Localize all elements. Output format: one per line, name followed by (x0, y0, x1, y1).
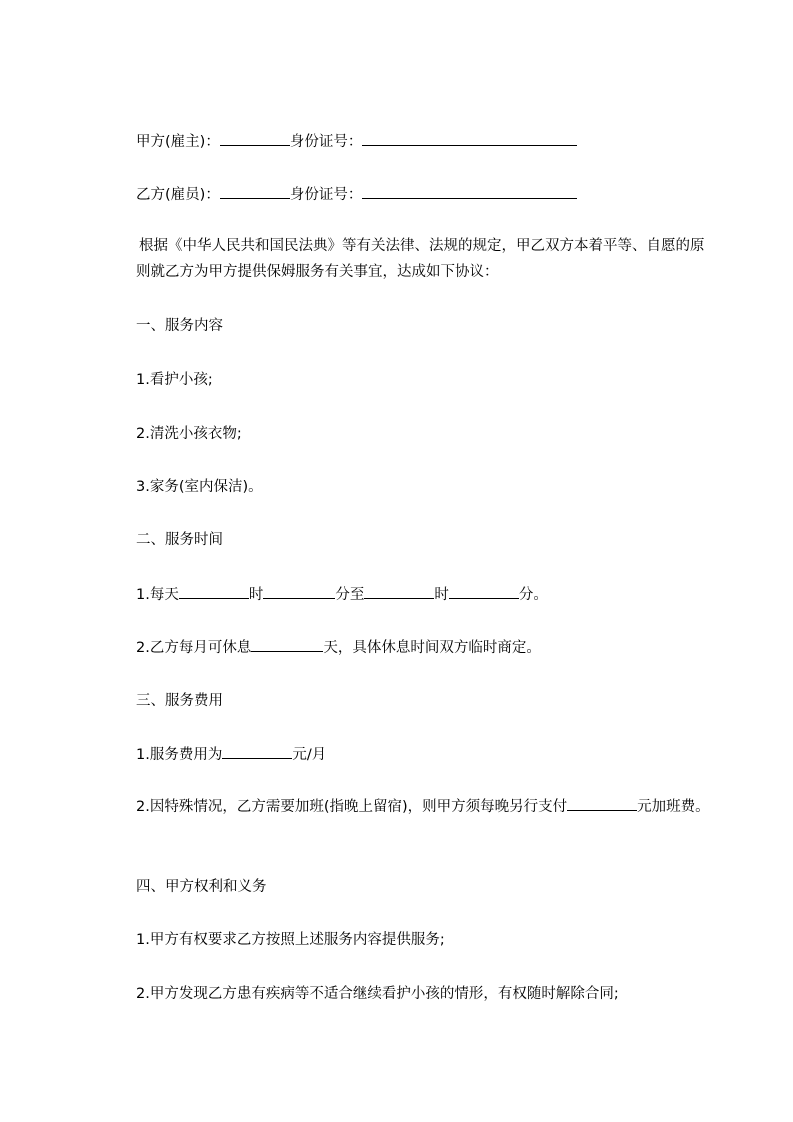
section1-heading: 一、服务内容 (136, 318, 223, 334)
overtime-fee-suffix: 元加班费。 (637, 799, 710, 815)
rest-days-suffix: 天，具体休息时间双方临时商定。 (323, 640, 541, 656)
start-minute-blank (263, 584, 335, 599)
section2-item-1 (136, 584, 548, 605)
party-a-id-label: 身份证号： (289, 134, 363, 150)
party-b-id-label: 身份证号： (289, 187, 363, 203)
overtime-fee-blank (567, 796, 637, 811)
end-hour-unit: 时 (434, 587, 449, 603)
section3-item-2 (136, 794, 711, 820)
section1-item-3: 3.家务(室内保洁)。 (136, 479, 263, 495)
party-a-id-blank (362, 131, 577, 146)
section3-item-1 (136, 744, 326, 765)
party-b-name-blank (220, 184, 290, 199)
work-time-prefix: 1.每天 (136, 587, 179, 603)
party-a-name-blank (220, 131, 290, 146)
section2-heading: 二、服务时间 (136, 532, 223, 548)
start-hour-unit: 时 (248, 587, 264, 603)
end-minute-blank (449, 584, 519, 599)
overtime-fee-prefix: 2.因特殊情况，乙方需要加班(指晚上留宿)，则甲方须每晚另行支付 (136, 799, 568, 815)
rest-days-blank (251, 637, 323, 652)
party-b-id-blank (362, 184, 577, 199)
section4-item-1: 1.甲方有权要求乙方按照上述服务内容提供服务; (136, 932, 445, 948)
section4-heading: 四、甲方权利和义务 (136, 879, 267, 895)
end-hour-blank (364, 584, 434, 599)
section4-item-2: 2.甲方发现乙方患有疾病等不适合继续看护小孩的情形，有权随时解除合同; (136, 986, 619, 1002)
section2-item-2 (136, 637, 541, 658)
preamble-paragraph: 根据《中华人民共和国民法典》等有关法律、法规的规定，甲乙双方本着平等、自愿的原则就乙方为甲方提供保姆服务有关事宜，达成如下协议： (136, 238, 705, 280)
section3-heading: 三、服务费用 (136, 693, 223, 709)
party-a-line (136, 131, 577, 152)
end-minute-unit: 分。 (518, 587, 548, 603)
start-hour-blank (179, 584, 249, 599)
party-a-label: 甲方(雇主)： (136, 134, 220, 150)
start-minute-unit: 分至 (335, 587, 365, 603)
party-b-line (136, 184, 577, 205)
rest-days-prefix: 2.乙方每月可休息 (136, 640, 252, 656)
section1-item-1: 1.看护小孩; (136, 372, 213, 388)
party-b-label: 乙方(雇员)： (136, 187, 220, 203)
service-fee-blank (222, 744, 292, 759)
service-fee-prefix: 1.服务费用为 (136, 747, 223, 763)
service-fee-suffix: 元/月 (292, 747, 327, 763)
section1-item-2: 2.清洗小孩衣物; (136, 426, 242, 442)
